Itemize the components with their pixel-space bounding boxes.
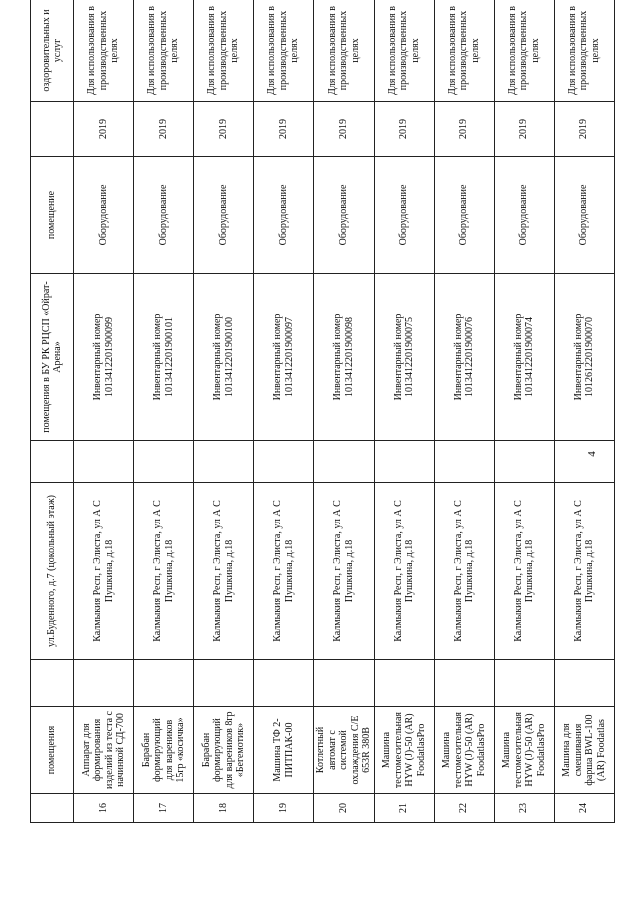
table-row [554,0,614,823]
table-row [434,0,494,823]
item-name: Барабан формирующий для вареников 15гр «косичка» [134,707,194,794]
item-year: 2019 [194,102,254,157]
row-number: 18 [194,794,254,823]
empty-cell [134,441,194,483]
row-number: 19 [254,794,314,823]
item-type: Оборудование [254,157,314,274]
empty-cell [314,441,375,483]
item-inventory-number: Инвентарный номер 1013412201900074 [494,274,554,441]
table-row [254,0,314,823]
header-address: ул.Буденного, д.7 (цокольный этаж) [31,483,74,660]
header-name: помещения [31,707,74,794]
item-inventory-number: Инвентарный номер 1013412201900101 [134,274,194,441]
item-type: Оборудование [314,157,375,274]
item-type: Оборудование [134,157,194,274]
empty-cell [254,441,314,483]
empty-cell [314,660,375,707]
item-type: Оборудование [74,157,134,274]
item-address: Калмыкия Респ, г Элиста, ул А С Пушкина, д.18 [74,483,134,660]
page-number: 4 [586,451,598,457]
header-empty-2 [31,441,74,483]
item-inventory-number: Инвентарный номер 1013412201900100 [194,274,254,441]
empty-cell [494,441,554,483]
item-inventory-number: Инвентарный номер 1013412201900075 [374,274,434,441]
empty-cell [374,441,434,483]
item-name: Машина тестомесительная HYW (J)-50 (AR) FoodatlasPro [374,707,434,794]
empty-cell [134,660,194,707]
empty-cell [374,660,434,707]
empty-cell [434,660,494,707]
item-use: Для использования в производственных целях [254,0,314,102]
empty-cell [254,660,314,707]
item-type: Оборудование [374,157,434,274]
item-address: Калмыкия Респ, г Элиста, ул А С Пушкина, д.18 [314,483,375,660]
item-use: Для использования в производственных целях [194,0,254,102]
item-year: 2019 [554,102,614,157]
row-number: 23 [494,794,554,823]
item-address: Калмыкия Респ, г Элиста, ул А С Пушкина, д.18 [434,483,494,660]
item-address: Калмыкия Респ, г Элиста, ул А С Пушкина, д.18 [494,483,554,660]
table-row [314,0,375,823]
empty-cell [554,660,614,707]
item-use: Для использования в производственных целях [314,0,375,102]
item-use: Для использования в производственных целях [74,0,134,102]
item-name: Аппарат для формирования изделий из теста с начинкой СД-700 [74,707,134,794]
item-use: Для использования в производственных целях [494,0,554,102]
item-inventory-number: Инвентарный номер 1013412201900099 [74,274,134,441]
empty-cell [494,660,554,707]
table-row [74,0,134,823]
header-year [31,102,74,157]
item-year: 2019 [134,102,194,157]
item-name: Машина ТФ 2-ПИТПАК-00 [254,707,314,794]
table-row [374,0,434,823]
item-type: Оборудование [494,157,554,274]
item-address: Калмыкия Респ, г Элиста, ул А С Пушкина, д.18 [374,483,434,660]
item-address: Калмыкия Респ, г Элиста, ул А С Пушкина, д.18 [254,483,314,660]
header-type: помещение [31,157,74,274]
item-use: Для использования в производственных целях [554,0,614,102]
property-table [30,0,615,823]
table-header-row [31,0,74,823]
row-number: 16 [74,794,134,823]
item-name: Машина тестомесительная HYW (J)-50 (AR) FoodatlasPro [434,707,494,794]
item-name: Котлетный автомат с системой охлаждения С/Е 653R 380В [314,707,375,794]
row-number: 21 [374,794,434,823]
item-use: Для использования в производственных целях [374,0,434,102]
empty-cell [74,660,134,707]
rotated-table-wrapper [30,6,607,823]
header-number [31,794,74,823]
row-number: 20 [314,794,375,823]
item-year: 2019 [74,102,134,157]
item-name: Машина для смешивания фарша BWL-100 (AR) Foodatlas [554,707,614,794]
item-name: Машина тестомесительная HYW (J)-50 (AR) FoodatlasPro [494,707,554,794]
item-year: 2019 [434,102,494,157]
item-address: Калмыкия Респ, г Элиста, ул А С Пушкина, д.18 [134,483,194,660]
row-number: 17 [134,794,194,823]
row-number: 24 [554,794,614,823]
item-type: Оборудование [434,157,494,274]
empty-cell [554,441,614,483]
header-use: оздоровительных и услуг [31,0,74,102]
item-inventory-number: Инвентарный номер 1013412201900076 [434,274,494,441]
table-row [134,0,194,823]
item-address: Калмыкия Респ, г Элиста, ул А С Пушкина, д.18 [554,483,614,660]
row-number: 22 [434,794,494,823]
empty-cell [74,441,134,483]
empty-cell [434,441,494,483]
empty-cell [194,441,254,483]
item-inventory-number: Инвентарный номер 1013412201900097 [254,274,314,441]
item-type: Оборудование [194,157,254,274]
item-year: 2019 [254,102,314,157]
item-address: Калмыкия Респ, г Элиста, ул А С Пушкина, д.18 [194,483,254,660]
item-year: 2019 [374,102,434,157]
item-year: 2019 [314,102,375,157]
table-row [494,0,554,823]
item-use: Для использования в производственных целях [134,0,194,102]
item-inventory-number: Инвентарный номер 1012612201900070 [554,274,614,441]
header-empty-1 [31,660,74,707]
item-use: Для использования в производственных целях [434,0,494,102]
item-inventory-number: Инвентарный номер 1013412201900098 [314,274,375,441]
table-row [194,0,254,823]
empty-cell [194,660,254,707]
header-inventory: помещения в БУ РК РЦСП «Ойрат-Арена» [31,274,74,441]
item-year: 2019 [494,102,554,157]
item-type: Оборудование [554,157,614,274]
item-name: Барабан формирующий для вареников 8гр «Бегемотик» [194,707,254,794]
